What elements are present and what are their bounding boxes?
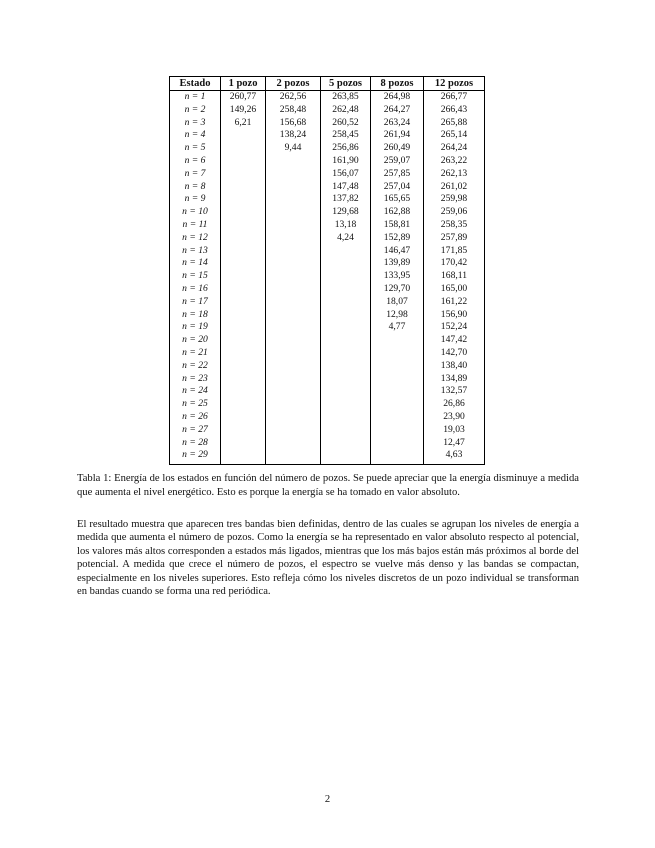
energy-cell: 146,47 [371,245,424,258]
energy-cell [266,334,321,347]
energy-cell [221,347,266,360]
energy-cell [321,321,371,334]
state-cell: n = 8 [170,181,221,194]
table-row [170,129,485,142]
energy-cell [266,155,321,168]
energy-cell: 165,00 [424,283,485,296]
table-row [170,104,485,117]
energy-cell: 156,07 [321,168,371,181]
state-cell: n = 28 [170,437,221,450]
energy-cell: 171,85 [424,245,485,258]
energy-cell: 152,24 [424,321,485,334]
table-row [170,283,485,296]
energy-cell [321,270,371,283]
state-cell: n = 29 [170,449,221,464]
energy-cell: 260,52 [321,117,371,130]
energy-cell: 257,85 [371,168,424,181]
state-cell: n = 16 [170,283,221,296]
energy-cell [266,424,321,437]
energy-cell: 262,56 [266,91,321,104]
energy-cell: 6,21 [221,117,266,130]
energy-cell: 142,70 [424,347,485,360]
energy-cell [221,129,266,142]
state-cell: n = 24 [170,385,221,398]
energy-cell: 132,57 [424,385,485,398]
table-row [170,257,485,270]
energy-cell: 139,89 [371,257,424,270]
state-cell: n = 11 [170,219,221,232]
energy-cell [371,398,424,411]
table-row [170,321,485,334]
energy-cell [221,206,266,219]
energy-cell [371,385,424,398]
page-number: 2 [324,794,331,805]
state-cell: n = 10 [170,206,221,219]
table-row [170,360,485,373]
table-row [170,206,485,219]
table-row [170,117,485,130]
state-cell: n = 6 [170,155,221,168]
energy-cell [221,232,266,245]
energy-cell: 168,11 [424,270,485,283]
energy-cell [221,257,266,270]
table-header-row [170,77,485,91]
energy-cell: 26,86 [424,398,485,411]
energy-cell [321,257,371,270]
energy-cell [321,424,371,437]
state-cell: n = 12 [170,232,221,245]
energy-cell [221,449,266,464]
table-row [170,219,485,232]
table-row [170,424,485,437]
table-row [170,296,485,309]
energy-cell [266,398,321,411]
energy-cell: 258,45 [321,129,371,142]
energy-cell: 259,98 [424,193,485,206]
table-row [170,142,485,155]
column-header: Estado [170,77,221,91]
energy-cell [266,360,321,373]
energy-cell [266,309,321,322]
energy-cell: 261,94 [371,129,424,142]
table-row [170,385,485,398]
energy-cell [266,168,321,181]
energy-cell [321,245,371,258]
energy-cell [266,347,321,360]
energy-cell: 260,77 [221,91,266,104]
energy-cell: 264,27 [371,104,424,117]
state-cell: n = 21 [170,347,221,360]
energy-cell [221,219,266,232]
state-cell: n = 19 [170,321,221,334]
energy-cell [371,411,424,424]
energy-cell [221,245,266,258]
table-row [170,411,485,424]
energy-cell: 9,44 [266,142,321,155]
table-row [170,245,485,258]
table-row [170,437,485,450]
body-paragraph: El resultado muestra que aparecen tres bandas bien definidas, dentro de las cuales se agrupan los niveles de energía a medida que aumenta el número de pozos. Como la energía se ha representado en valor absoluto respecto al potencial, los valores más altos corresponden a estados más ligados, mientras que los más bajos están más próximos al borde del potencial. A medida que crece el número de pozos, el espectro se vuelve más denso y las bandas se compactan, especialmente en los niveles superiores. Esto refleja cómo los niveles discretos de un pozo individual se transforman en bandas cuando se forma una red periódica. [77,519,579,598]
table-row [170,449,485,464]
energy-cell: 138,40 [424,360,485,373]
energy-cell [221,373,266,386]
energy-cell: 266,43 [424,104,485,117]
energy-cell [221,398,266,411]
state-cell: n = 5 [170,142,221,155]
energy-cell [221,321,266,334]
column-header: 12 pozos [424,77,485,91]
energy-cell [221,193,266,206]
energy-cell [266,270,321,283]
energy-cell: 147,42 [424,334,485,347]
state-cell: n = 13 [170,245,221,258]
energy-cell: 23,90 [424,411,485,424]
energy-cell [371,373,424,386]
column-header: 8 pozos [371,77,424,91]
state-cell: n = 7 [170,168,221,181]
energy-cell [221,283,266,296]
energy-cell: 265,88 [424,117,485,130]
energy-cell: 152,89 [371,232,424,245]
energy-cell: 263,24 [371,117,424,130]
energy-cell: 263,22 [424,155,485,168]
energy-cell [321,347,371,360]
energy-cell: 256,86 [321,142,371,155]
energy-cell [221,309,266,322]
energy-cell: 260,49 [371,142,424,155]
table-row [170,155,485,168]
energy-cell: 18,07 [371,296,424,309]
energy-cell [221,155,266,168]
state-cell: n = 14 [170,257,221,270]
state-cell: n = 17 [170,296,221,309]
state-cell: n = 15 [170,270,221,283]
energy-cell: 261,02 [424,181,485,194]
energy-cell: 137,82 [321,193,371,206]
energy-cell [266,206,321,219]
energy-cell [221,296,266,309]
state-cell: n = 22 [170,360,221,373]
energy-cell [221,437,266,450]
energy-cell [221,168,266,181]
energy-cell: 259,07 [371,155,424,168]
energy-cell [266,181,321,194]
state-cell: n = 23 [170,373,221,386]
energy-cell: 138,24 [266,129,321,142]
energy-table [169,76,485,465]
energy-cell [266,411,321,424]
energy-cell: 149,26 [221,104,266,117]
energy-cell [371,334,424,347]
table-row [170,181,485,194]
table-row [170,398,485,411]
energy-cell: 262,48 [321,104,371,117]
energy-cell [266,219,321,232]
energy-cell [371,437,424,450]
energy-cell: 158,81 [371,219,424,232]
energy-cell: 4,63 [424,449,485,464]
state-cell: n = 3 [170,117,221,130]
energy-cell [371,360,424,373]
state-cell: n = 9 [170,193,221,206]
energy-cell: 266,77 [424,91,485,104]
energy-cell: 257,04 [371,181,424,194]
table-row [170,309,485,322]
energy-cell [221,270,266,283]
energy-cell [266,437,321,450]
energy-cell: 259,06 [424,206,485,219]
energy-cell [371,347,424,360]
energy-cell [371,449,424,464]
energy-cell: 156,68 [266,117,321,130]
state-cell: n = 4 [170,129,221,142]
energy-cell [371,424,424,437]
table-row [170,373,485,386]
energy-cell: 13,18 [321,219,371,232]
column-header: 5 pozos [321,77,371,91]
energy-cell [321,309,371,322]
energy-cell [266,373,321,386]
energy-cell: 134,89 [424,373,485,386]
energy-cell: 12,47 [424,437,485,450]
state-cell: n = 25 [170,398,221,411]
column-header: 2 pozos [266,77,321,91]
table-row [170,347,485,360]
energy-cell [266,449,321,464]
energy-cell [266,321,321,334]
table-row [170,91,485,104]
state-cell: n = 2 [170,104,221,117]
energy-cell [221,411,266,424]
table-row [170,232,485,245]
energy-cell [266,245,321,258]
energy-cell: 129,70 [371,283,424,296]
energy-cell [221,142,266,155]
energy-cell [321,373,371,386]
state-cell: n = 18 [170,309,221,322]
energy-cell: 264,98 [371,91,424,104]
table-caption: Tabla 1: Energía de los estados en función del número de pozos. Se puede apreciar que la energía disminuye a medida que aumenta el nivel energético. Esto es porque la energía se ha tomado en valor absoluto. [77,473,579,498]
table-row [170,193,485,206]
energy-cell: 12,98 [371,309,424,322]
energy-cell: 147,48 [321,181,371,194]
energy-cell: 170,42 [424,257,485,270]
table-row [170,168,485,181]
energy-cell: 257,89 [424,232,485,245]
column-header: 1 pozo [221,77,266,91]
energy-cell [321,283,371,296]
energy-cell [321,449,371,464]
energy-cell [321,334,371,347]
energy-cell [266,296,321,309]
energy-table-container [169,76,484,465]
energy-cell [266,283,321,296]
energy-cell: 156,90 [424,309,485,322]
energy-cell [321,411,371,424]
energy-cell: 129,68 [321,206,371,219]
energy-cell [321,398,371,411]
energy-cell: 258,48 [266,104,321,117]
energy-cell [221,334,266,347]
energy-cell: 4,77 [371,321,424,334]
energy-cell: 258,35 [424,219,485,232]
energy-cell: 263,85 [321,91,371,104]
energy-cell [266,385,321,398]
energy-cell [266,257,321,270]
table-row [170,270,485,283]
state-cell: n = 27 [170,424,221,437]
table-row [170,334,485,347]
energy-cell [221,181,266,194]
energy-cell: 4,24 [321,232,371,245]
energy-cell [221,360,266,373]
state-cell: n = 26 [170,411,221,424]
state-cell: n = 1 [170,91,221,104]
state-cell: n = 20 [170,334,221,347]
energy-cell: 165,65 [371,193,424,206]
energy-cell: 265,14 [424,129,485,142]
energy-cell [321,385,371,398]
table-body [170,91,485,465]
energy-cell: 262,13 [424,168,485,181]
energy-cell: 133,95 [371,270,424,283]
energy-cell: 162,88 [371,206,424,219]
energy-cell [266,232,321,245]
energy-cell: 19,03 [424,424,485,437]
energy-cell: 161,22 [424,296,485,309]
energy-cell [321,296,371,309]
energy-cell [221,424,266,437]
energy-cell [321,437,371,450]
energy-cell: 264,24 [424,142,485,155]
energy-cell [221,385,266,398]
energy-cell [266,193,321,206]
energy-cell [321,360,371,373]
energy-cell: 161,90 [321,155,371,168]
